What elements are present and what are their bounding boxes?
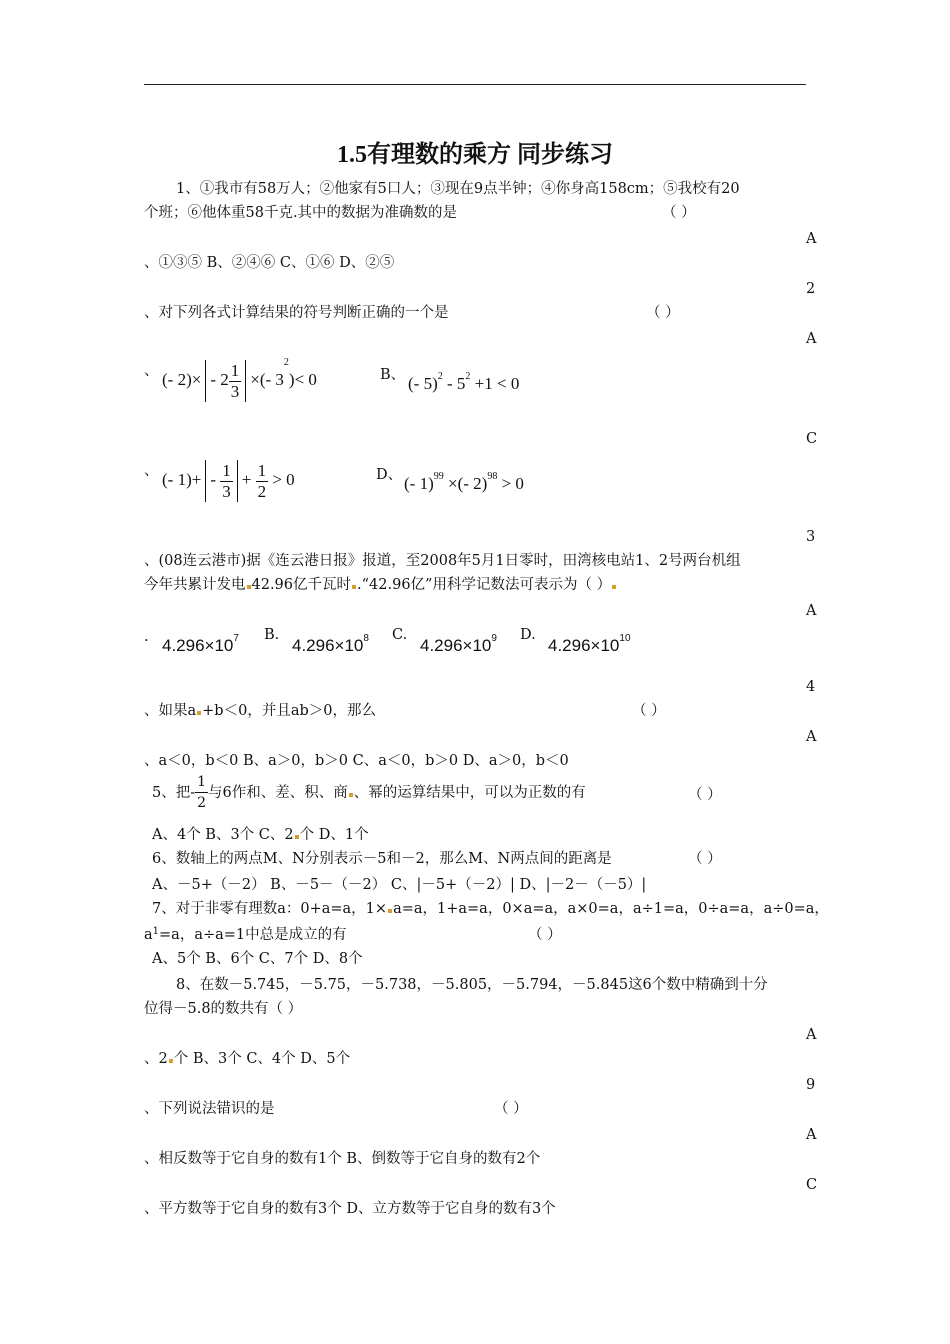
q3-option-b: $4.296\times 10^8$ <box>292 633 369 655</box>
q3-line2-part-a: 今年共累计发电 <box>144 577 246 593</box>
q3-line2 <box>144 576 617 594</box>
q1-line2: 个班；⑥他体重58千克.其中的数据为准确数的是 <box>144 205 458 221</box>
q3-line2-part-b: 42.96亿千瓦时 <box>251 577 352 593</box>
q7-line2: $a^1=a$，a÷a=1中总是成立的有 <box>144 926 347 943</box>
q9-options-cd: 、平方数等于它自身的数有3个 D、立方数等于它自身的数有3个 <box>144 1201 556 1217</box>
q9-number: 9 <box>806 1077 816 1093</box>
q2-option-c-expression: (- 1)+ - $\frac{1}{3}$ + $\frac{1}{2}$ > 0 <box>162 460 295 501</box>
q4-number: 4 <box>806 679 816 695</box>
q1-paren: （ ） <box>662 205 696 221</box>
q5-paren: （ ） <box>688 787 722 803</box>
q7-line1: 7、对于非零有理数a：0+a=a，1× a=a，1+a=a，0×a=a，a×0=a，a÷1=a，0÷a=a，a÷0=a， <box>152 901 829 917</box>
q3-option-c: $4.296\times 10^9$ <box>420 633 497 655</box>
q4-a-letter: A <box>806 729 817 745</box>
q2-d-label: D、 <box>376 467 403 483</box>
q3-line2-part-c: .“42.96亿”用科学记数法可表示为（ ） <box>357 577 612 593</box>
q2-paren: （ ） <box>646 305 680 321</box>
q5-stem: 5、把- $\frac{1}{2}$ 与6作和、差、积、商 、幂的运算结果中，可以为正数的有 <box>152 774 586 811</box>
q1-options: 、①③⑤ B、②④⑥ C、①⑥ D、②⑤ <box>144 255 395 271</box>
q7-paren: （ ） <box>528 927 562 943</box>
q2-c-letter: C <box>806 431 818 447</box>
q3-a-letter: A <box>806 603 817 619</box>
q6-options: A、－5+（－2） B、－5－（－2） C、|－5+（－2）| D、|－2－（－5）| <box>152 877 647 893</box>
q8-line2: 位得－5.8的数共有（ ） <box>144 1001 303 1017</box>
q3-a-prefix: . <box>144 629 149 645</box>
page-title: 1.5有理数的乘方 同步练习 <box>337 142 613 168</box>
q8-options: 、2 个 B、3个 C、4个 D、5个 <box>144 1051 351 1067</box>
q3-d-label: D. <box>520 627 536 643</box>
q8-a-letter: A <box>806 1027 817 1043</box>
q9-paren: （ ） <box>494 1101 528 1117</box>
q3-option-d: $4.296\times 10^{10}$ <box>548 633 631 655</box>
q3-number: 3 <box>806 529 816 545</box>
q2-stem: 、对下列各式计算结果的符号判断正确的一个是 <box>144 305 449 321</box>
q3-c-label: C. <box>392 627 408 643</box>
q3-line1: 、(08连云港市)据《连云港日报》报道，至2008年5月1日零时，田湾核电站1、2号两台机组 <box>144 553 741 569</box>
q4-stem: 、如果a +b＜0，并且ab＞0，那么 <box>144 703 376 719</box>
q8-line1: 8、在数－5.745，－5.75，－5.738，－5.805，－5.794，－5.845这6个数中精确到十分 <box>176 977 768 993</box>
q2-option-d-expression: (- 1)$^{99}$ ×(- 2)$^{98}$ > 0 <box>404 471 524 493</box>
q4-options: 、a＜0，b＜0 B、a＞0，b＞0 C、a＜0，b＞0 D、a＞0，b＜0 <box>144 753 569 769</box>
header-rule <box>144 84 806 85</box>
q9-c-letter: C <box>806 1177 818 1193</box>
q9-a-letter: A <box>806 1127 817 1143</box>
q3-option-a: $4.296\times 10^7$ <box>162 633 239 655</box>
q2-a-prefix: 、 <box>144 363 159 379</box>
q9-stem: 、下列说法错识的是 <box>144 1101 275 1117</box>
q2-option-a-expression: (- 2)× - 2 $\frac{1}{3}$ ×(- $3^2)< 0$ <box>162 357 317 401</box>
q7-options: A、5个 B、6个 C、7个 D、8个 <box>152 951 363 967</box>
q2-c-prefix: 、 <box>144 463 159 479</box>
q2-option-b-expression: (- $5)^2 - 5^2 +1 < 0$ <box>408 371 520 393</box>
q2-a-letter: A <box>806 331 817 347</box>
q1-option-a-letter: A <box>806 231 817 247</box>
q4-paren: （ ） <box>632 703 666 719</box>
q5-options: A、4个 B、3个 C、2 个 D、1个 <box>152 827 369 843</box>
q2-number: 2 <box>806 281 816 297</box>
q3-b-label: B. <box>264 627 280 643</box>
q6-stem: 6、数轴上的两点M、N分别表示－5和－2，那么M、N两点间的距离是 <box>152 851 612 867</box>
q9-options-ab: 、相反数等于它自身的数有1个 B、倒数等于它自身的数有2个 <box>144 1151 541 1167</box>
q1-line1: 1、①我市有58万人；②他家有5口人；③现在9点半钟；④你身高158cm；⑤我校有20 <box>176 181 740 197</box>
q6-paren: （ ） <box>688 851 722 867</box>
q2-b-label: B、 <box>380 367 406 383</box>
